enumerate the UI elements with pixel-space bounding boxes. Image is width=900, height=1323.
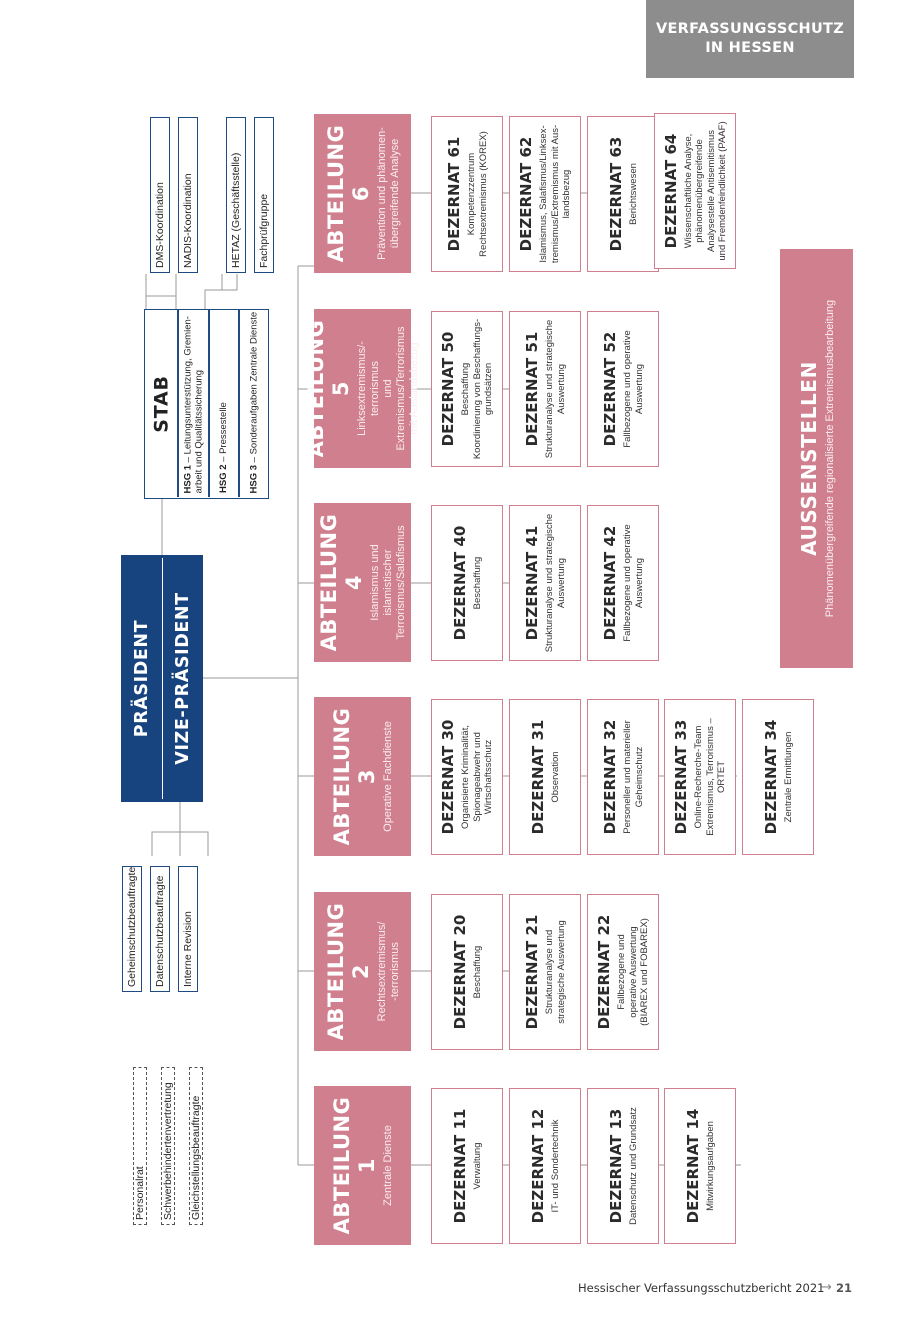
department-subtitle: Zentrale Dienste (382, 1125, 394, 1206)
unit-title: DEZERNAT 32 (601, 719, 619, 835)
unit-21 (509, 894, 581, 1050)
unit-desc: Auswertung (555, 557, 567, 609)
unit-12 (509, 1088, 581, 1244)
commissioner-box-1 (122, 866, 142, 992)
hsg-3-text: HSG 3 – Sonderaufgaben Zentrale Dienste (247, 311, 259, 493)
unit-title: DEZERNAT 31 (528, 719, 547, 835)
department-4 (314, 503, 411, 662)
hsg-3-cell (239, 310, 267, 497)
unit-desc: (BIAREX und FOBAREX) (639, 918, 651, 1026)
header-line-1: VERFASSUNGSSCHUTZ (655, 21, 845, 37)
coord-box-fachpruef (254, 117, 274, 273)
unit-desc: Beschaffung (460, 362, 472, 416)
department-subtitle: mit Auslandsbezug (408, 342, 420, 435)
unit-title: DEZERNAT 62 (517, 136, 536, 252)
unit-desc: Verwaltung (471, 1142, 483, 1190)
unit-desc: Wirtschaftsschutz (483, 739, 495, 815)
unit-desc: Fallbezogene und (616, 934, 628, 1010)
unit-desc: Wissenschaftliche Analyse, (682, 133, 694, 249)
department-title: ABTEILUNG 4 (317, 513, 366, 652)
unit-title: DEZERNAT 52 (601, 331, 619, 447)
department-3 (314, 697, 411, 856)
department-subtitle: Prävention und phänomen- (375, 127, 388, 260)
president-cell (121, 555, 162, 802)
coord-label: HETAZ (Geschäftsstelle) (230, 152, 242, 268)
president-label: PRÄSIDENT (131, 619, 152, 738)
rep-label: Personalrat (134, 1166, 146, 1220)
unit-title: DEZERNAT 30 (439, 719, 458, 835)
unit-desc: Auswertung (555, 363, 567, 415)
header-banner (646, 0, 854, 78)
unit-desc: und Fremdenfeindlichkeit (PAAF) (717, 121, 728, 261)
unit-desc: Extremismus, Terrorismus – ORTET (704, 718, 728, 836)
leadership-box (121, 555, 203, 802)
outposts-subtitle: Phänomenübergreifende regionalisierte Extremismusbearbeitung (824, 299, 836, 618)
unit-title: DEZERNAT 51 (523, 331, 541, 447)
unit-title: DEZERNAT 11 (450, 1108, 469, 1224)
arrow-right-icon: → (821, 1280, 832, 1295)
unit-desc: Strukturanalyse und strategische (544, 319, 555, 459)
unit-title: DEZERNAT 63 (606, 136, 625, 252)
unit-14 (664, 1088, 736, 1244)
commissioner-label: Interne Revision (182, 911, 194, 987)
rep-label: Gleichstellungsbeauftragte (190, 1095, 202, 1220)
unit-desc: Personeller und materieller (622, 720, 633, 834)
unit-desc: Fallbezogene und operative (622, 524, 633, 642)
unit-title: DEZERNAT 13 (606, 1108, 625, 1224)
coord-label: Fachprüfgruppe (258, 193, 270, 268)
unit-desc: Auswertung (633, 363, 645, 415)
unit-desc: Auswertung (633, 557, 645, 609)
unit-desc: Zentrale Ermittlungen (782, 731, 794, 823)
unit-52 (587, 311, 659, 467)
unit-desc: operative Auswertung (627, 926, 639, 1018)
unit-desc: Observation (549, 751, 561, 803)
unit-title: DEZERNAT 42 (601, 525, 619, 641)
department-subtitle: und Extremismus/Terrorismus (382, 326, 407, 451)
unit-title: DEZERNAT 14 (683, 1108, 702, 1224)
commissioner-label: Geheimschutzbeauftragte (126, 866, 138, 987)
unit-desc: tremismus/Extremismus mit Aus- (549, 124, 561, 264)
commissioner-box-2 (150, 866, 170, 992)
unit-desc: Beschaffung (471, 556, 483, 610)
rep-box-2 (161, 1067, 175, 1225)
vice-president-label: VIZE-PRÄSIDENT (172, 592, 193, 765)
unit-desc: Kompetenzzentrum (466, 152, 477, 236)
hsg-1-text-2: arbeit und Qualitätssicherung (193, 369, 204, 493)
unit-desc: Rechtsextremismus (KOREX) (477, 131, 489, 257)
department-subtitle: -terrorismus (388, 942, 401, 1001)
hsg-2-text: HSG 2 – Pressestelle (218, 402, 229, 493)
outposts-box (780, 249, 853, 668)
unit-22 (587, 894, 659, 1050)
unit-title: DEZERNAT 64 (661, 133, 680, 249)
unit-desc: Islamismus, Salafismus/Linksex- (538, 125, 550, 263)
unit-title: DEZERNAT 20 (450, 914, 469, 1030)
unit-61 (431, 116, 503, 272)
stab-title-cell (145, 310, 177, 497)
unit-desc: IT- und Sondertechnik (549, 1119, 561, 1213)
page-footer (578, 1281, 858, 1297)
unit-desc: Organisierte Kriminalität, (460, 725, 472, 830)
unit-desc: Fallbezogene und operative (622, 330, 633, 448)
unit-64 (654, 113, 736, 269)
department-subtitle: Terrorismus/Salafismus (395, 525, 407, 640)
hsg-1-text: HSG 1 – Leitungsunterstützung, Gremien- (182, 315, 193, 493)
unit-62 (509, 116, 581, 272)
department-6 (314, 114, 411, 273)
unit-32 (587, 699, 659, 855)
footer-title: Hessischer Verfassungsschutzbericht 2021 (578, 1281, 825, 1295)
unit-desc: Geheimschutz (633, 746, 645, 808)
unit-title: DEZERNAT 61 (445, 136, 463, 252)
department-title: ABTEILUNG 3 (330, 707, 379, 846)
department-subtitle: übergreifende Analyse (388, 138, 401, 249)
department-title: ABTEILUNG 2 (323, 902, 373, 1041)
commissioner-box-3 (178, 866, 198, 992)
unit-desc: Koordinierung von Beschaffungs- (471, 318, 483, 460)
department-title: ABTEILUNG 6 (323, 124, 373, 263)
unit-desc: Strukturanalyse und (544, 929, 555, 1015)
unit-desc: grundsätzen (483, 362, 495, 416)
outposts-title: AUSSENSTELLEN (797, 361, 821, 556)
unit-desc: Beschaffung (471, 945, 483, 999)
unit-30 (431, 699, 503, 855)
unit-title: DEZERNAT 34 (761, 719, 780, 835)
coord-box-dms (150, 117, 170, 273)
unit-11 (431, 1088, 503, 1244)
department-1 (314, 1086, 411, 1245)
stab-title: STAB (150, 374, 172, 433)
unit-title: DEZERNAT 21 (523, 914, 541, 1030)
vice-president-cell (162, 555, 203, 802)
unit-34 (742, 699, 814, 855)
unit-31 (509, 699, 581, 855)
unit-desc: Berichtswesen (627, 163, 639, 225)
unit-desc: Datenschutz und Grundsatz (627, 1107, 639, 1225)
commissioner-label: Datenschutzbeauftragte (154, 875, 166, 987)
department-subtitle: Linksextremismus/-terrorismus (356, 341, 381, 436)
unit-desc: Online-Recherche-Team (693, 725, 705, 829)
unit-title: DEZERNAT 33 (672, 719, 691, 835)
unit-63 (587, 116, 659, 272)
department-subtitle: Operative Fachdienste (382, 721, 394, 832)
coord-box-nadis (178, 117, 198, 273)
unit-desc: Strukturanalyse und strategische (544, 513, 555, 653)
department-subtitle: Rechtsextremismus/ (375, 921, 388, 1022)
unit-desc: Analysestelle Antisemitismus (705, 130, 717, 252)
rep-box-1 (133, 1067, 147, 1225)
unit-desc: strategische Auswertung (555, 920, 567, 1024)
stab-box (144, 309, 269, 499)
unit-title: DEZERNAT 50 (439, 331, 458, 447)
rep-box-3 (189, 1067, 203, 1225)
coord-label: DMS-Koordination (154, 182, 166, 268)
unit-50 (431, 311, 503, 467)
unit-13 (587, 1088, 659, 1244)
unit-desc: Mitwirkungsaufgaben (704, 1121, 716, 1211)
unit-title: DEZERNAT 22 (595, 914, 614, 1030)
unit-title: DEZERNAT 12 (528, 1108, 547, 1224)
hsg-2-cell (209, 310, 238, 497)
unit-desc: landsbezug (561, 169, 573, 219)
unit-desc: phänomenübergreifende (694, 139, 705, 243)
header-line-2: IN HESSEN (705, 40, 795, 56)
unit-42 (587, 505, 659, 661)
unit-20 (431, 894, 503, 1050)
unit-41 (509, 505, 581, 661)
coord-box-hetaz (226, 117, 246, 273)
unit-title: DEZERNAT 40 (450, 525, 469, 641)
unit-40 (431, 505, 503, 661)
rep-label: Schwerbehindertenvertretung (162, 1082, 174, 1220)
department-subtitle: Islamismus und islamistischer (369, 544, 394, 621)
department-title: ABTEILUNG 1 (330, 1096, 379, 1235)
department-5 (304, 309, 420, 468)
coord-label: NADIS-Koordination (182, 173, 194, 268)
page-number: 21 (836, 1281, 853, 1295)
department-2 (314, 892, 411, 1051)
unit-title: DEZERNAT 41 (523, 525, 541, 641)
connector-stab-coord (146, 296, 176, 309)
department-title: ABTEILUNG 5 (304, 319, 353, 458)
unit-33 (664, 699, 736, 855)
unit-desc: Spionageabwehr und (471, 732, 483, 822)
unit-51 (509, 311, 581, 467)
hsg-1-cell (178, 310, 208, 497)
